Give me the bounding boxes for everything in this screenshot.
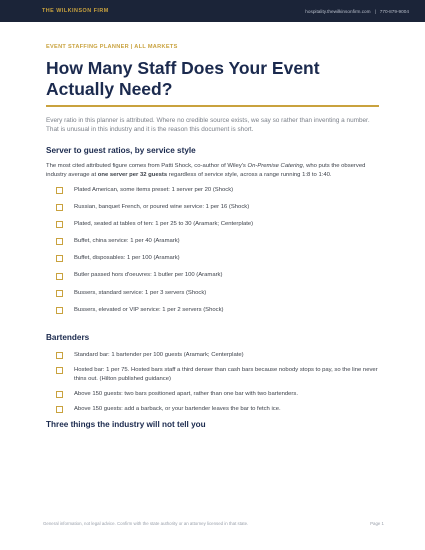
- page-number: Page 1: [370, 521, 384, 526]
- title-divider: [46, 105, 379, 107]
- checklist-item-label: Plated, seated at tables of ten: 1 per 25 to 30 (Aramark; Centerplate): [74, 220, 254, 227]
- header-bar: [0, 0, 425, 22]
- footer: [43, 521, 384, 526]
- contact-info: [305, 9, 409, 14]
- checklist-item[interactable]: [56, 220, 379, 237]
- checklist-item-label: Plated American, some items preset: 1 server per 20 (Shock): [74, 186, 234, 193]
- checkbox-icon[interactable]: [56, 187, 63, 194]
- para-text-1: The most cited attributed figure comes from Patti Shock, co-author of Wiley's: [46, 162, 248, 169]
- checklist-item-label: Buffet, disposables: 1 per 100 (Aramark): [74, 255, 180, 262]
- checklist-item-label: Above 150 guests: two bars positioned apart, rather than one bar with two bartenders.: [74, 390, 298, 397]
- checklist-item-label: Above 150 guests: add a barback, or your bartender leaves the bar to fetch ice.: [74, 405, 281, 412]
- checklist-item[interactable]: [56, 405, 379, 414]
- checklist-item[interactable]: [56, 351, 379, 360]
- bartender-checklist: [46, 351, 379, 413]
- server-checklist: [46, 186, 379, 324]
- checklist-item-label: Bussers, standard service: 1 per 3 servers (Shock): [74, 289, 207, 296]
- checkbox-icon[interactable]: [56, 391, 63, 398]
- checkbox-icon[interactable]: [56, 307, 63, 314]
- server-section-paragraph: [46, 162, 379, 180]
- footer-disclaimer: General information, not legal advice. Confirm with the state authority or an attorney licensed in that state.: [43, 521, 249, 526]
- checkbox-icon[interactable]: [56, 221, 63, 228]
- page-title: How Many Staff Does Your Event Actually Need?: [46, 58, 320, 99]
- website-link[interactable]: hospitality.thewilkinsonfirm.com: [305, 8, 371, 14]
- checklist-item[interactable]: [56, 306, 379, 323]
- para-bold: one server per 32 guests: [97, 171, 168, 178]
- checkbox-icon[interactable]: [56, 238, 63, 245]
- checkbox-icon[interactable]: [56, 290, 63, 297]
- checkbox-icon[interactable]: [56, 406, 63, 413]
- checklist-item[interactable]: [56, 271, 379, 288]
- phone-number[interactable]: 770-879-9004: [379, 8, 409, 14]
- book-title: On-Premise Catering: [247, 162, 303, 169]
- para-text-2: , who puts the observed industry average at: [46, 162, 366, 178]
- checklist-item-label: Standard bar: 1 bartender per 100 guests (Aramark; Centerplate): [74, 352, 244, 358]
- checkbox-icon[interactable]: [56, 204, 63, 211]
- firm-name: THE WILKINSON FIRM: [42, 8, 109, 14]
- checkbox-icon[interactable]: [56, 273, 63, 280]
- checkbox-icon[interactable]: [56, 367, 63, 374]
- server-section-heading: Server to guest ratios, by service style: [46, 145, 196, 155]
- checklist-item[interactable]: [56, 186, 379, 203]
- checklist-item-label: Bussers, elevated or VIP service: 1 per 2 servers (Shock): [74, 306, 224, 313]
- para-text-3: regardless of service style, across a range running 1:8 to 1:40.: [167, 171, 332, 178]
- document-body: [46, 44, 379, 430]
- checklist-item[interactable]: [56, 237, 379, 254]
- checklist-item[interactable]: [56, 390, 379, 399]
- checklist-item[interactable]: [56, 289, 379, 306]
- checklist-item-label: Russian, banquet French, or poured wine service: 1 per 16 (Shock): [74, 203, 250, 210]
- checkbox-icon[interactable]: [56, 255, 63, 262]
- kicker: EVENT STAFFING PLANNER | ALL MARKETS: [46, 44, 178, 50]
- checklist-item-label: Butler passed hors d'oeuvres: 1 butler per 100 (Aramark): [74, 272, 223, 279]
- checklist-item-label: Hosted bar: 1 per 75. Hosted bars staff a third denser than cash bars because nobody stops to pay, so the line never thins out. (Hilton published guidance): [74, 367, 378, 382]
- checklist-item[interactable]: [56, 203, 379, 220]
- checkbox-icon[interactable]: [56, 352, 63, 359]
- checklist-item[interactable]: [56, 366, 379, 383]
- industry-secrets-heading: Three things the industry will not tell you: [46, 419, 206, 429]
- bartenders-heading: Bartenders: [46, 333, 90, 342]
- contact-separator: |: [374, 8, 376, 14]
- intro-paragraph: Every ratio in this planner is attributed. Where no credible source exists, we say so rather than inventing a number. That is unusual in this industry and it is the reason this document is short.: [46, 116, 370, 134]
- checklist-item-label: Buffet, china service: 1 per 40 (Aramark): [74, 238, 180, 245]
- checklist-item[interactable]: [56, 254, 379, 271]
